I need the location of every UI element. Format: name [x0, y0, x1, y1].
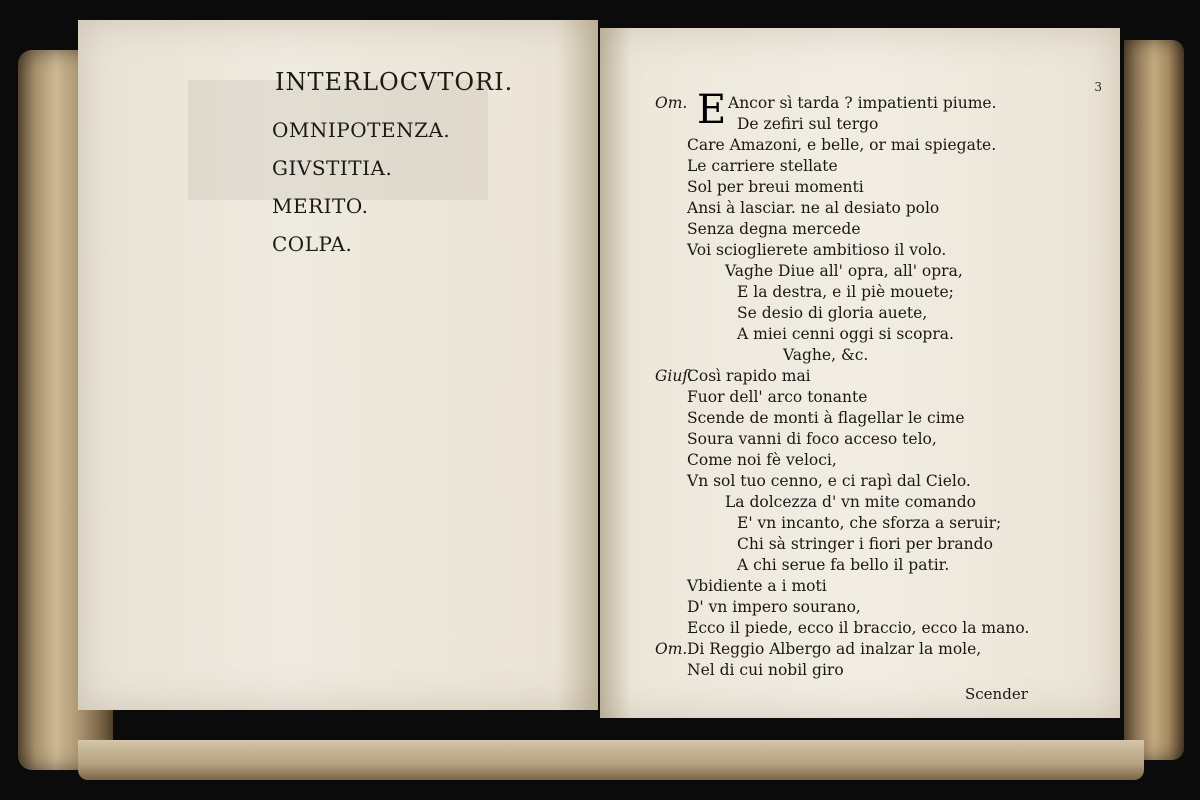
poem-line — [655, 345, 1105, 366]
poem-line — [655, 156, 1105, 177]
verse-text: Vaghe Diue all' opra, all' opra, — [725, 262, 963, 280]
verse-text: La dolcezza d' vn mite comando — [725, 493, 976, 511]
page-stack-bottom — [78, 740, 1144, 780]
poem-line — [655, 639, 1105, 660]
poem-line — [655, 408, 1105, 429]
poem-line — [655, 324, 1105, 345]
right-page-edges — [1124, 40, 1184, 760]
verse-text: Ancor sì tarda ? impatienti piume. — [728, 94, 997, 112]
verse-text: Vbidiente a i moti — [687, 577, 827, 595]
verse-text: Senza degna mercede — [687, 220, 861, 238]
verse-text: Nel di cui nobil giro — [687, 661, 844, 679]
verse-text: Così rapido mai — [687, 367, 811, 385]
verse-text: De zefiri sul tergo — [737, 115, 879, 133]
verse-text: A miei cenni oggi si scopra. — [737, 325, 954, 343]
poem-line — [655, 450, 1105, 471]
poem-line — [655, 219, 1105, 240]
character-omnipotenza: OMNIPOTENZA. — [272, 118, 451, 142]
speaker-label: Om. — [655, 640, 688, 658]
verse-text: Come noi fè veloci, — [687, 451, 837, 469]
verse-text: Care Amazoni, e belle, or mai spiegate. — [687, 136, 997, 154]
poem-line — [655, 198, 1105, 219]
verse-text: E la destra, e il piè mouete; — [737, 283, 954, 301]
drop-cap: E — [697, 87, 727, 133]
speaker-label: Giuſ. — [655, 367, 693, 385]
poem-line — [655, 513, 1105, 534]
verse-text: E' vn incanto, che sforza a seruir; — [737, 514, 1002, 532]
poem-line — [655, 555, 1105, 576]
poem-line — [655, 597, 1105, 618]
poem-line — [655, 135, 1105, 156]
poem-line — [655, 240, 1105, 261]
poem-line — [655, 366, 1105, 387]
poem-line — [655, 261, 1105, 282]
verse-text: A chi serue fa bello il patir. — [737, 556, 950, 574]
verse-text: Di Reggio Albergo ad inalzar la mole, — [687, 640, 982, 658]
verse-text: Soura vanni di foco acceso telo, — [687, 430, 937, 448]
interlocutori-heading: INTERLOCVTORI. — [275, 68, 514, 96]
poem-line — [655, 618, 1105, 639]
poem-line — [655, 576, 1105, 597]
verse-text: Scende de monti à flagellar le cime — [687, 409, 965, 427]
speaker-label: Om. — [655, 94, 688, 112]
character-giustitia: GIVSTITIA. — [272, 156, 393, 180]
verse-text: Fuor dell' arco tonante — [687, 388, 868, 406]
interlocutori-list — [175, 68, 513, 270]
character-merito: MERITO. — [272, 194, 369, 218]
poem-line — [655, 660, 1105, 681]
verse-text: Vaghe, &c. — [783, 346, 869, 364]
poem-line — [655, 471, 1105, 492]
poem-line — [655, 429, 1105, 450]
verse-text: Ecco il piede, ecco il braccio, ecco la mano. — [687, 619, 1030, 637]
verse-text: Vn sol tuo cenno, e ci rapì dal Cielo. — [687, 472, 971, 490]
verse-text: D' vn impero sourano, — [687, 598, 861, 616]
poem-line — [655, 177, 1105, 198]
character-colpa: COLPA. — [272, 232, 353, 256]
poem-line — [655, 534, 1105, 555]
verse-text: Ansi à lasciar. ne al desiato polo — [687, 199, 940, 217]
verse-text: Voi scioglierete ambitioso il volo. — [687, 241, 947, 259]
catchword: Scender — [965, 685, 1028, 703]
verse-text: Se desio di gloria auete, — [737, 304, 928, 322]
poem-text — [655, 93, 1105, 681]
poem-line — [655, 282, 1105, 303]
verse-text: Le carriere stellate — [687, 157, 838, 175]
poem-line — [655, 492, 1105, 513]
verse-text: Sol per breui momenti — [687, 178, 864, 196]
poem-line — [655, 387, 1105, 408]
verse-text: Chi sà stringer i fiori per brando — [737, 535, 993, 553]
poem-line — [655, 303, 1105, 324]
page-number: 3 — [1094, 80, 1102, 94]
